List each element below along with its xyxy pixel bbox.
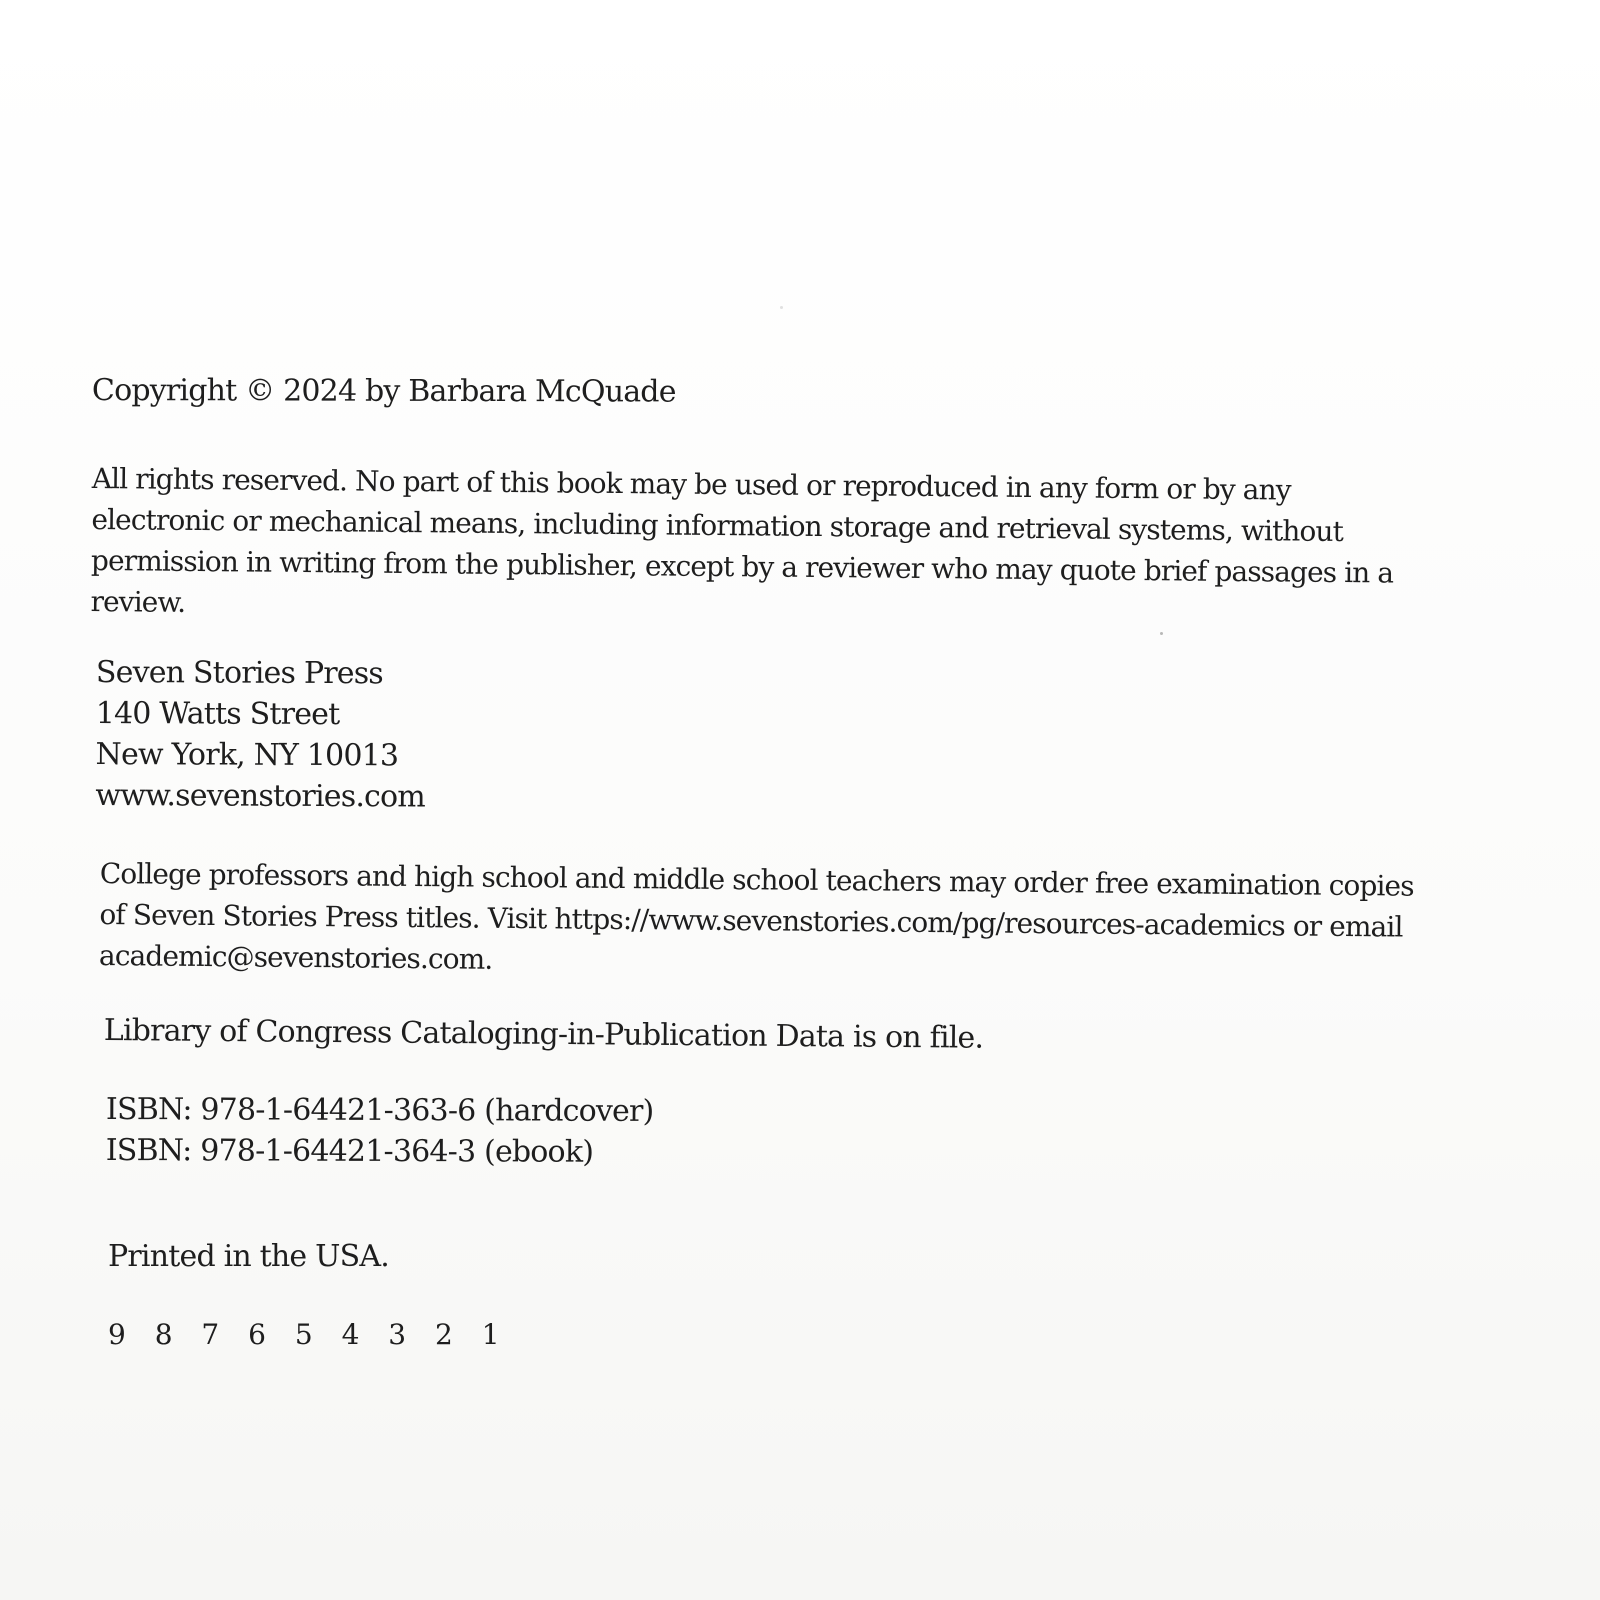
isbn-list xyxy=(106,1089,654,1173)
publisher-street: 140 Watts Street xyxy=(95,695,340,733)
academic-line: of Seven Stories Press titles. Visit https://www.sevenstories.com/pg/resources-academics or email xyxy=(99,897,1403,944)
isbn-ebook: ISBN: 978-1-64421-364-3 (ebook) xyxy=(105,1132,594,1170)
publisher-city: New York, NY 10013 xyxy=(95,736,399,774)
paper-speck xyxy=(780,306,783,309)
publisher-website: www.sevenstories.com xyxy=(95,777,426,815)
academic-copies-notice xyxy=(99,853,1414,989)
printing-numbers: 9 8 7 6 5 4 3 2 1 xyxy=(108,1318,510,1351)
printed-line: Printed in the USA. xyxy=(108,1239,389,1274)
copyright-notice xyxy=(92,370,676,413)
rights-line: review. xyxy=(90,584,186,619)
academic-line: College professors and high school and middle school teachers may order free examination copies xyxy=(99,856,1414,903)
academic-line: academic@sevenstories.com. xyxy=(98,938,493,976)
rights-line: permission in writing from the publisher, except by a reviewer who may quote brief passages in a xyxy=(90,543,1394,590)
copyright-line: Copyright © 2024 by Barbara McQuade xyxy=(91,373,676,410)
printing-number-line xyxy=(108,1314,510,1355)
rights-line: electronic or mechanical means, including information storage and retrieval systems, without xyxy=(91,502,1344,549)
publisher-name: Seven Stories Press xyxy=(95,655,384,692)
paper-speck xyxy=(1160,632,1163,635)
publisher-address xyxy=(95,652,425,817)
isbn-hardcover: ISBN: 978-1-64421-363-6 (hardcover) xyxy=(105,1092,654,1129)
library-line: Library of Congress Cataloging-in-Publication Data is on file. xyxy=(103,1012,984,1056)
rights-line: All rights reserved. No part of this book may be used or reproduced in any form or by any xyxy=(91,461,1291,507)
rights-statement xyxy=(90,458,1394,634)
library-of-congress-notice xyxy=(104,1010,984,1059)
printed-notice xyxy=(108,1236,389,1277)
